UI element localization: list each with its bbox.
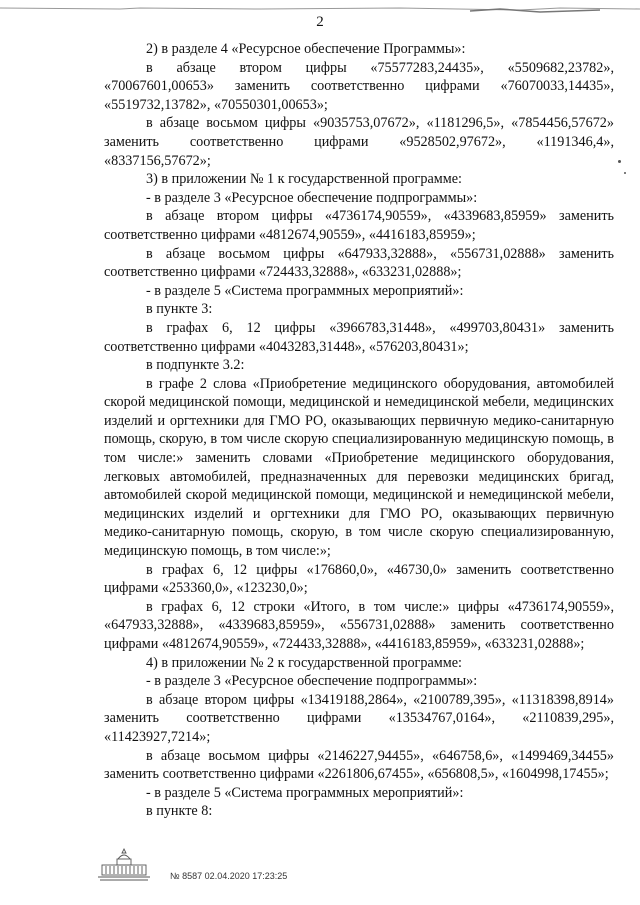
paragraph: в графах 6, 12 цифры «176860,0», «46730,0» заменить соответственно цифрами «253360,0», «123230,0»; [104,561,614,597]
paragraph: в абзаце восьмом цифры «9035753,07672», «1181296,5», «7854456,57672» заменить соответственно цифрами «9528502,97672», «1191346,4», «8337156,57672»; [104,115,614,169]
paragraph: 3) в приложении № 1 к государственной программе: [146,171,462,188]
paragraph: в абзаце втором цифры «13419188,2864», «2100789,395», «11318398,8914» заменить соответственно цифрами «13534767,0164», «2110839,295», «11423927,7214»; [104,691,614,745]
paragraph: в абзаце втором цифры «75577283,24435», «5509682,23782», «70067601,00653» заменить соответственно цифрами «76070033,14435», «5519732,13782», «70550301,00653»; [104,59,614,113]
paragraph: в абзаце восьмом цифры «2146227,94455», «646758,6», «1499469,34455» заменить соответственно цифрами «2261806,67455», «656808,5», «1604998,17455»; [104,747,614,783]
paragraph: в графе 2 слова «Приобретение медицинского оборудования, автомобилей скорой медицинской помощи, медицинской и немедицинской мебели, медицинских изделий и оргтехники для ГМО РО, оказывающих первичную медико-санитарную помощь, скорую, в том числе скорую специализированную медицинскую помощь, в том числе:» заменить словами «Приобретение медицинского оборудования, легковых автомобилей, предназначенных для перевозки медицинских бригад, автомобилей скорой медицинской помощи, медицинской и немедицинской мебели, медицинских изделий и оргтехники для ГМО РО, оказывающих первичную медико-санитарную помощь, скорую, в том числе скорую специализированную, медицинскую помощь, в том числе:»; [104,375,614,560]
paragraph: в подпункте 3.2: [146,357,245,374]
paragraph: в графах 6, 12 цифры «3966783,31448», «499703,80431» заменить соответственно цифрами «4043283,31448», «576203,80431»; [104,319,614,355]
registration-stamp: № 8587 02.04.2020 17:23:25 [170,871,288,881]
paragraph: 4) в приложении № 2 к государственной программе: [146,654,462,671]
paragraph: в графах 6, 12 строки «Итого, в том числе:» цифры «4736174,90559», «647933,32888», «4339683,85959», «556731,02888» заменить соответственно цифрами «4812674,90559», «724433,32888», «4416183,85959», «633231,02888»; [104,598,614,652]
paragraph: в абзаце восьмом цифры «647933,32888», «556731,02888» заменить соответственно цифрами «724433,32888», «633231,02888»; [104,245,614,281]
paragraph: в абзаце втором цифры «4736174,90559», «4339683,85959» заменить соответственно цифрами «4812674,90559», «4416183,85959»; [104,208,614,243]
paragraph: - в разделе 5 «Система программных мероприятий»: [146,784,464,801]
scan-speck [624,172,626,174]
paragraph: 2) в разделе 4 «Ресурсное обеспечение Программы»: [146,41,466,57]
paragraph: в пункте 8: [146,803,213,820]
paragraph: в пункте 3: [146,301,213,318]
government-building-logo-icon [96,845,152,885]
paragraph: - в разделе 5 «Система программных мероприятий»: [146,282,464,299]
scan-speck [618,160,621,163]
scan-top-edge [0,0,640,4]
document-footer [96,845,396,885]
page-number: 2 [316,14,324,30]
document-body [104,40,614,821]
paragraph: - в разделе 3 «Ресурсное обеспечение подпрограммы»: [146,673,478,690]
paragraph: - в разделе 3 «Ресурсное обеспечение подпрограммы»: [146,189,478,206]
